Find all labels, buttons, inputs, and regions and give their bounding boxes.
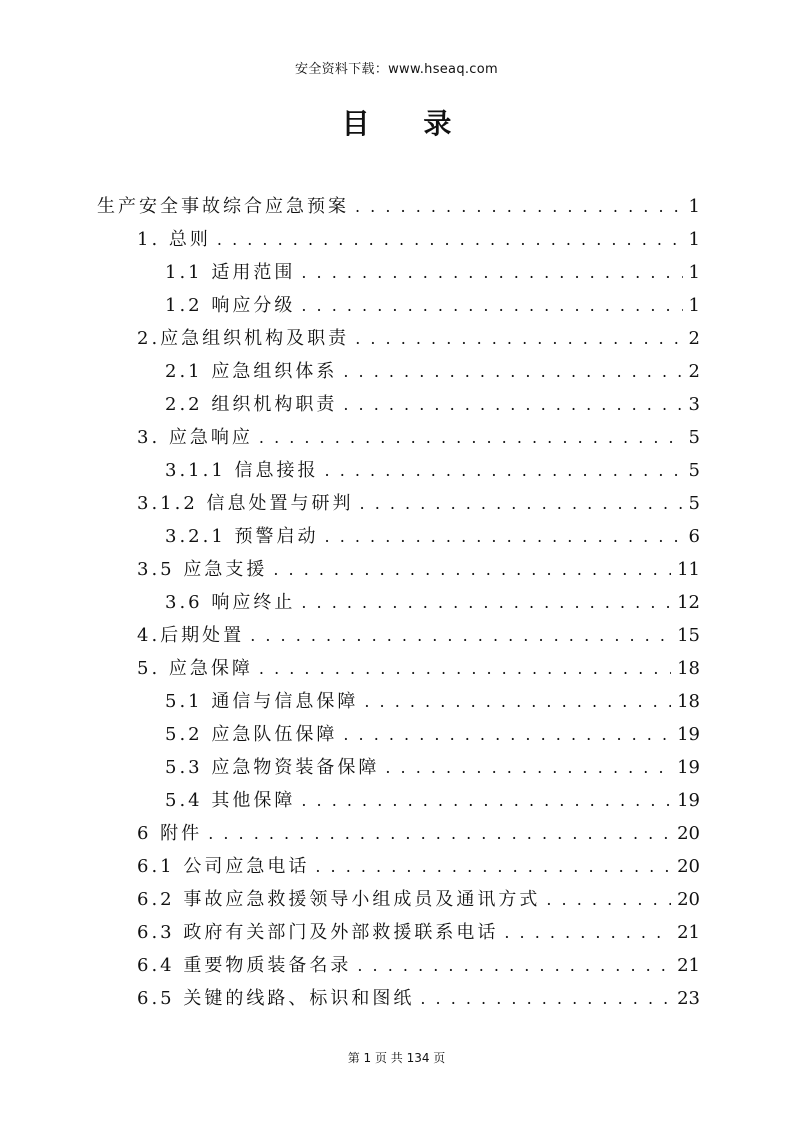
toc-leader-dots [364, 685, 671, 718]
toc-entry-page: 5 [688, 427, 700, 448]
toc-leader-dots [343, 718, 671, 751]
toc-entry-page: 5 [688, 460, 700, 481]
toc-entry-page: 19 [677, 790, 700, 811]
toc-entry-label: 2.1 应急组织体系 [165, 361, 338, 382]
toc-entry-label: 3.1.2 信息处置与研判 [137, 493, 354, 514]
toc-entry[interactable] [137, 652, 700, 685]
toc-entry-page: 12 [677, 592, 700, 613]
toc-entry-page: 19 [677, 724, 700, 745]
toc-entry-page: 5 [688, 493, 700, 514]
toc-entry[interactable] [137, 817, 700, 850]
toc-leader-dots [504, 916, 671, 949]
toc-entry-page: 20 [677, 823, 700, 844]
toc-entry[interactable] [137, 487, 700, 520]
toc-entry[interactable] [137, 322, 700, 355]
toc-leader-dots [250, 619, 671, 652]
toc-entry-page: 21 [677, 922, 700, 943]
toc-leader-dots [355, 190, 683, 223]
toc-entry-label: 6.5 关键的线路、标识和图纸 [137, 988, 415, 1009]
toc-leader-dots [357, 949, 671, 982]
toc-entry-page: 6 [688, 526, 700, 547]
toc-leader-dots [217, 223, 683, 256]
toc-leader-dots [315, 850, 671, 883]
toc-leader-dots [301, 586, 671, 619]
toc-entry-label: 6.1 公司应急电话 [137, 856, 310, 877]
toc-entry-page: 18 [677, 691, 700, 712]
toc-entry-page: 2 [688, 361, 700, 382]
toc-entry-label: 3. 应急响应 [137, 427, 253, 448]
toc-entry-label: 6 附件 [137, 823, 203, 844]
toc-leader-dots [355, 322, 682, 355]
toc-entry-page: 21 [677, 955, 700, 976]
page-title: 目 录 [341, 107, 474, 140]
toc-leader-dots [259, 652, 671, 685]
toc-entry-label: 生产安全事故综合应急预案 [97, 196, 349, 217]
toc-entry[interactable] [165, 388, 700, 421]
page-footer: 第 1 页 共 134 页 [347, 1051, 446, 1065]
toc-leader-dots [360, 487, 683, 520]
toc-leader-dots [325, 454, 683, 487]
toc-entry-page: 20 [677, 856, 700, 877]
toc-leader-dots [343, 355, 682, 388]
toc-entry[interactable] [137, 850, 700, 883]
toc-entry[interactable] [165, 256, 700, 289]
toc-leader-dots [343, 388, 682, 421]
toc-entry[interactable] [137, 619, 700, 652]
toc-entry-label: 1.1 适用范围 [165, 262, 296, 283]
toc-entry-label: 5.4 其他保障 [165, 790, 296, 811]
toc-entry-label: 5. 应急保障 [137, 658, 253, 679]
toc-leader-dots [208, 817, 671, 850]
toc-entry-page: 1 [688, 229, 700, 250]
toc-entry-page: 1 [688, 262, 700, 283]
toc-entry[interactable] [137, 553, 700, 586]
toc-entry-page: 15 [677, 625, 700, 646]
toc-leader-dots [259, 421, 683, 454]
toc-entry-page: 2 [688, 328, 700, 349]
toc-entry[interactable] [97, 190, 700, 223]
toc-entry-label: 1.2 响应分级 [165, 295, 296, 316]
toc-entry-label: 3.2.1 预警启动 [165, 526, 319, 547]
toc-entry[interactable] [137, 982, 700, 1015]
toc-leader-dots [301, 289, 682, 322]
toc-entry-page: 11 [677, 559, 700, 580]
toc-leader-dots [325, 520, 683, 553]
toc-entry-label: 1. 总则 [137, 229, 211, 250]
toc-entry-label: 3.1.1 信息接报 [165, 460, 319, 481]
toc-leader-dots [420, 982, 671, 1015]
toc-entry[interactable] [165, 355, 700, 388]
toc-entry-label: 6.3 政府有关部门及外部救援联系电话 [137, 922, 499, 943]
toc-entry-page: 18 [677, 658, 700, 679]
toc-entry-label: 6.2 事故应急救援领导小组成员及通讯方式 [137, 889, 541, 910]
toc-entry-label: 2.2 组织机构职责 [165, 394, 338, 415]
toc-entry-label: 5.2 应急队伍保障 [165, 724, 338, 745]
toc-entry-label: 2.应急组织机构及职责 [137, 328, 350, 349]
toc-entry[interactable] [137, 883, 700, 916]
toc-leader-dots [273, 553, 671, 586]
toc-entry[interactable] [137, 421, 700, 454]
toc-leader-dots [546, 883, 671, 916]
toc-entry[interactable] [165, 685, 700, 718]
toc-entry-page: 19 [677, 757, 700, 778]
toc-entry-page: 20 [677, 889, 700, 910]
toc-entry-label: 5.1 通信与信息保障 [165, 691, 359, 712]
toc-entry[interactable] [165, 289, 700, 322]
toc-entry-label: 3.6 响应终止 [165, 592, 296, 613]
toc-leader-dots [385, 751, 671, 784]
toc-entry[interactable] [165, 784, 700, 817]
toc-entry[interactable] [137, 916, 700, 949]
toc-leader-dots [301, 784, 671, 817]
toc-entry-page: 3 [688, 394, 700, 415]
toc-entry-page: 23 [677, 988, 700, 1009]
toc-leader-dots [301, 256, 682, 289]
toc-entry-page: 1 [688, 295, 700, 316]
toc-entry-label: 3.5 应急支援 [137, 559, 268, 580]
toc-entry[interactable] [165, 454, 700, 487]
toc-entry-label: 4.后期处置 [137, 625, 245, 646]
toc-entry[interactable] [165, 586, 700, 619]
toc-entry[interactable] [165, 718, 700, 751]
toc-entry-page: 1 [688, 196, 700, 217]
toc-entry[interactable] [165, 751, 700, 784]
toc-entry[interactable] [165, 520, 700, 553]
toc-entry[interactable] [137, 223, 700, 256]
toc-entry-label: 5.3 应急物资装备保障 [165, 757, 380, 778]
toc-entry-label: 6.4 重要物质装备名录 [137, 955, 352, 976]
page-header: 安全资料下载：www.hseaq.com [295, 62, 498, 77]
toc-entry[interactable] [137, 949, 700, 982]
